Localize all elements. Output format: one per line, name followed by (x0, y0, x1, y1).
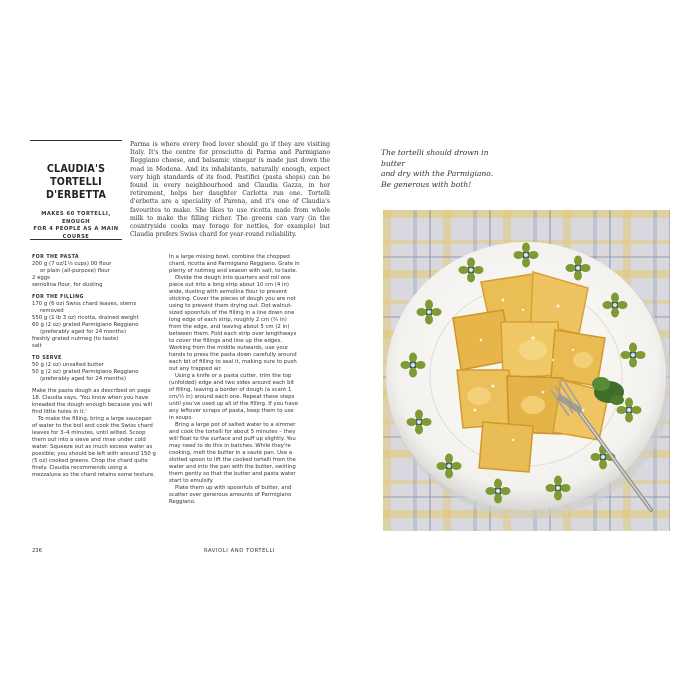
ingredients-column (32, 254, 157, 479)
ingredient-line: 200 g (7 oz/1⅓ cups) 00 flour (32, 261, 112, 267)
caption-line3: Be generous with both! (381, 179, 472, 189)
ingredient-line: 50 g (2 oz) unsalted butter (32, 362, 104, 368)
recipe-title-block (30, 140, 122, 240)
method-paragraph: To make the filling, bring a large saucepan of water to the boil and cook the Swiss chard leaves for 3–4 minutes, until wilted. Scoop them out into a sieve and rinse under cold water. Squeeze out as much excess water as possible; you should be left with around 150 g (5 oz) cooked greens. Chop the chard quite finely. Claudia recommends using a mezzaluna so the chard retains some texture. (32, 416, 156, 478)
pasta-heading: FOR THE PASTA (32, 255, 80, 260)
running-head: RAVIOLI AND TORTELLI (204, 548, 276, 554)
ingredient-line: 2 eggs (32, 275, 50, 281)
ingredient-line: 60 g (2 oz) grated Parmigiano Reggiano (32, 322, 139, 328)
ingredient-line: or plain (all-purpose) flour (40, 268, 110, 274)
recipe-yield (30, 211, 122, 241)
ingredient-line: semolina flour, for dusting (32, 282, 103, 288)
recipe-yield-line2: FOR 4 PEOPLE AS A MAIN COURSE (33, 226, 119, 240)
ingredient-line: salt (32, 343, 42, 349)
tortelli-photo-illustration (383, 210, 670, 531)
ingredient-line: 550 g (1 lb 3 oz) ricotta, drained weight (32, 315, 139, 321)
recipe-title-line1: CLAUDIA'S TORTELLI (46, 163, 106, 188)
filling-heading: FOR THE FILLING (32, 295, 84, 300)
method-column-1 (32, 388, 157, 479)
method-paragraph: Using a knife or a pasta cutter, trim the top (unfolded) edge and two sides around each bit of filling, leaving a border of dough (a scant 1 cm/½ in) around each one. Repeat these steps until you've used up all of the filling. If you have any leftover scraps of pasta, keep them to use in soups. (169, 373, 299, 421)
photo-caption (381, 148, 511, 190)
ingredient-line: 170 g (6 oz) Swiss chard leaves, stems (32, 301, 137, 307)
serve-heading: TO SERVE (32, 356, 62, 361)
ingredient-line: removed (40, 308, 64, 314)
method-paragraph: Plate them up with spoonfuls of butter, and scatter over generous amounts of Parmigiano Reggiano. (169, 485, 292, 505)
ingredient-line: (preferably aged for 24 months) (40, 376, 127, 382)
caption-line2: and dry with the Parmigiano. (381, 169, 494, 178)
method-paragraph: Make the pasta dough as described on page 18. Claudia says, 'You know when you have kneaded the dough enough because you will find little holes in it.' (32, 388, 153, 415)
ingredient-line: (preferably aged for 24 months) (40, 329, 127, 335)
ingredient-line: freshly grated nutmeg (to taste) (32, 336, 119, 342)
recipe-title (30, 163, 122, 202)
method-paragraph: Divide the dough into quarters and roll one piece out into a long strip about 10 cm (4 in) wide, dusting with semolina flour to prevent sticking. Cover the pieces of dough you are not using to prevent them drying out. Dot walnut-sized spoonfuls of the filling in a line down one long edge of each strip, roughly 2 cm (¾ in) from the edge, and leaving about 5 cm (2 in) between them. Fold each strip over lengthways to cover the fillings and line up the edges. Working from the middle outwards, use your hands to press the pasta down carefully around each bit of filling to seal it, making sure to push out any trapped air. (169, 275, 297, 372)
ingredient-line: 50 g (2 oz) grated Parmigiano Reggiano (32, 369, 139, 375)
page-number: 236 (32, 548, 42, 554)
recipe-intro (130, 141, 330, 239)
tortelli-photo (383, 210, 670, 531)
method-column-2 (169, 254, 300, 506)
method-paragraph: Bring a large pot of salted water to a simmer and cook the tortelli for about 5 minutes – they will float to the surface and puff up slightly. You may need to do this in batches. While they're cooking, melt the butter in a sauté pan. Use a slotted spoon to lift the cooked tortelli from the water and into the pan with the butter, swirling them gently so that the butter and pasta water start to emulsify. (169, 422, 296, 484)
method-paragraph: In a large mixing bowl, combine the chopped chard, ricotta and Parmigiano Reggiano. Grate in plenty of nutmeg and season with salt, to taste. (169, 254, 300, 274)
intro-paragraph: Parma is where every food lover should go if they are visiting Italy. It's the centre for prosciutto di Parma and Parmigiano Reggiano cheese, and balsamic vinegar is made just down the road in Modena. And its inhabitants, naturally enough, expect very high standards of its food. Pastifici (pasta shops) can be found in every neighbourhood and Claudia Gazza, in her retirement, helps her daughter Carlotta run one. Tortelli d'erbetta are a speciality of Parena, and it's one of Claudia's favourites to make. She likes to use ricotta made from whole milk to make the filling richer. The greens can vary (in the countryside cooks may forage for nettles, for example) but Claudia prefers Swiss chard for year-round reliability. (130, 141, 330, 239)
caption-line1: The tortelli should drown in butter (381, 148, 489, 168)
recipe-yield-line1: MAKES 60 TORTELLI, ENOUGH (41, 211, 111, 225)
recipe-title-line2: D'ERBETTA (45, 189, 107, 201)
